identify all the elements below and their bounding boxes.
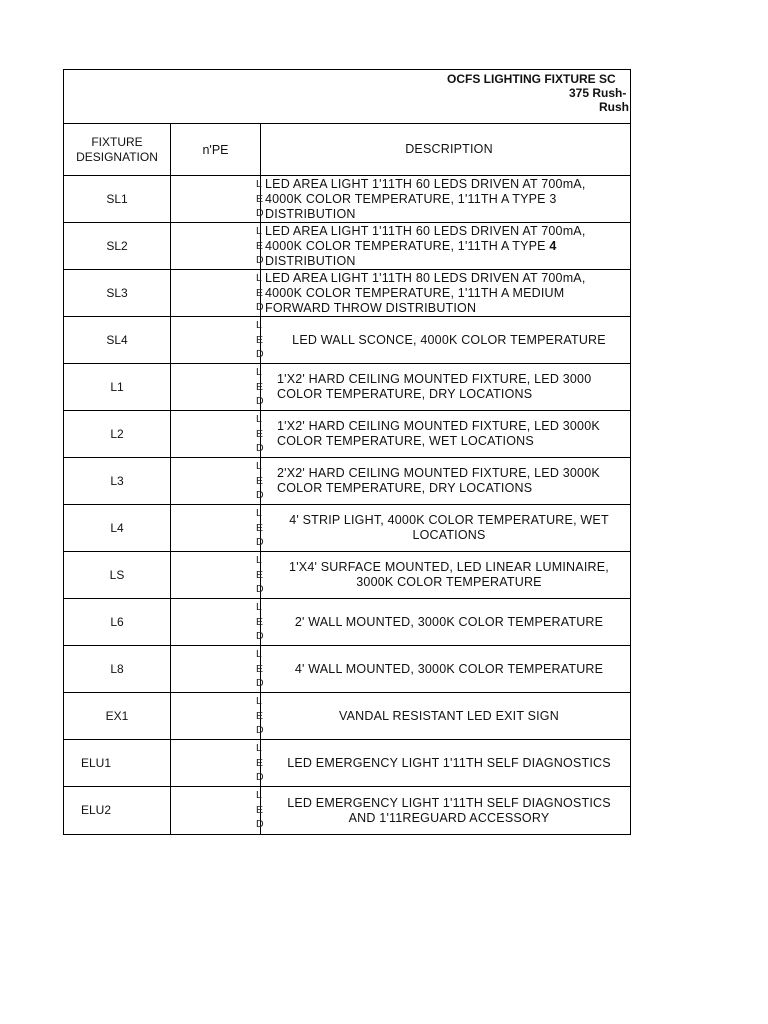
description-text: LED WALL SCONCE, 4000K COLOR TEMPERATURE — [292, 332, 606, 347]
type-cell — [171, 223, 264, 269]
fixture-designation: LS — [64, 552, 171, 598]
type-value: LED — [256, 742, 264, 783]
fixture-designation: ELU1 — [64, 740, 171, 786]
type-value: LED — [256, 413, 264, 454]
type-value: LED — [256, 366, 264, 407]
header-type: n'PE — [202, 142, 229, 157]
city-line: Rush — [599, 100, 629, 114]
description-cell — [261, 176, 631, 222]
description-cell — [261, 458, 631, 504]
table-row — [64, 458, 631, 505]
type-value: LED — [256, 648, 264, 689]
fixture-designation: ELU2 — [64, 787, 171, 834]
description-text-part: DISTRIBUTION — [265, 253, 356, 268]
description-cell — [261, 787, 631, 834]
type-value: LED — [256, 319, 264, 360]
fixture-designation: L6 — [64, 599, 171, 645]
description-text-bold: 4 — [549, 238, 557, 253]
schedule-title: OCFS LIGHTING FIXTURE SC — [447, 72, 616, 86]
fixture-designation: SL2 — [64, 223, 171, 269]
table-row — [64, 599, 631, 646]
table-row — [64, 740, 631, 787]
type-cell — [171, 599, 264, 645]
table-row — [64, 364, 631, 411]
header-description: DESCRIPTION — [405, 142, 493, 156]
type-cell — [171, 693, 264, 739]
type-cell — [171, 317, 264, 363]
type-value: LED — [256, 554, 264, 595]
table-row — [64, 552, 631, 599]
type-value: LED — [256, 601, 264, 642]
type-cell — [171, 646, 264, 692]
description-text: VANDAL RESISTANT LED EXIT SIGN — [339, 708, 559, 723]
type-value: LED — [256, 272, 264, 313]
table-row — [64, 223, 631, 270]
type-cell — [171, 364, 264, 410]
fixture-designation: EX1 — [64, 693, 171, 739]
address-line: 375 Rush- — [569, 86, 627, 100]
table-row — [64, 411, 631, 458]
type-cell — [171, 552, 264, 598]
header-type-cell — [171, 124, 261, 175]
description-text: 1'X2' HARD CEILING MOUNTED FIXTURE, LED 3000K COLOR TEMPERATURE, WET LOCATIONS — [277, 419, 600, 448]
description-cell — [261, 364, 631, 410]
table-row — [64, 787, 631, 834]
fixture-designation: SL4 — [64, 317, 171, 363]
description-cell — [261, 411, 631, 457]
description-text: 1'X2' HARD CEILING MOUNTED FIXTURE, LED 3000 COLOR TEMPERATURE, DRY LOCATIONS — [277, 372, 592, 401]
type-cell — [171, 270, 264, 316]
lighting-fixture-schedule — [63, 69, 631, 835]
type-cell — [171, 787, 264, 834]
type-cell — [171, 458, 264, 504]
type-value: LED — [256, 178, 264, 219]
description-cell — [261, 270, 631, 316]
description-cell — [261, 646, 631, 692]
description-text: 4' WALL MOUNTED, 3000K COLOR TEMPERATURE — [294, 661, 604, 676]
description-text: LED EMERGENCY LIGHT 1'11TH SELF DIAGNOSTICS AND 1'11REGUARD ACCESSORY — [287, 795, 611, 825]
description-text: 4' STRIP LIGHT, 4000K COLOR TEMPERATURE, WET LOCATIONS — [289, 513, 609, 542]
description-cell — [261, 693, 631, 739]
title-block — [64, 70, 631, 124]
table-header-row — [64, 124, 631, 176]
table-row — [64, 646, 631, 693]
description-cell — [261, 552, 631, 598]
fixture-designation: SL1 — [64, 176, 171, 222]
description-text: LED AREA LIGHT 1'11TH 80 LEDS DRIVEN AT 700mA, 4000K COLOR TEMPERATURE, 1'11TH A MEDIUM FORWARD THROW DISTRIBUTION — [265, 270, 586, 315]
fixture-designation: L4 — [64, 505, 171, 551]
fixture-designation: L8 — [64, 646, 171, 692]
type-cell — [171, 411, 264, 457]
table-row — [64, 176, 631, 223]
description-text: LED EMERGENCY LIGHT 1'11TH SELF DIAGNOSTICS — [287, 755, 611, 770]
table-row — [64, 270, 631, 317]
description-text: 2' WALL MOUNTED, 3000K COLOR TEMPERATURE — [294, 614, 604, 629]
description-text: 1'X4' SURFACE MOUNTED, LED LINEAR LUMINAIRE, 3000K COLOR TEMPERATURE — [289, 560, 609, 589]
type-value: LED — [256, 695, 264, 736]
fixture-designation: SL3 — [64, 270, 171, 316]
description-text: LED AREA LIGHT 1'11TH 60 LEDS DRIVEN AT 700mA, 4000K COLOR TEMPERATURE, 1'11TH A TYPE 3 DISTRIBUTION — [265, 176, 586, 221]
description-text — [265, 224, 586, 269]
description-cell — [261, 505, 631, 551]
description-cell — [261, 223, 631, 269]
table-row — [64, 693, 631, 740]
description-cell — [261, 599, 631, 645]
type-cell — [171, 505, 264, 551]
type-value: LED — [256, 225, 264, 266]
fixture-designation: L3 — [64, 458, 171, 504]
description-text: 2'X2' HARD CEILING MOUNTED FIXTURE, LED 3000K COLOR TEMPERATURE, DRY LOCATIONS — [277, 466, 600, 495]
table-row — [64, 505, 631, 552]
type-cell — [171, 176, 264, 222]
description-cell — [261, 317, 631, 363]
header-fixture-designation: FIXTURE DESIGNATION — [64, 124, 171, 175]
description-cell — [261, 740, 631, 786]
type-cell — [171, 740, 264, 786]
type-value: LED — [256, 507, 264, 548]
type-value: LED — [256, 789, 264, 830]
description-text-part: LED AREA LIGHT 1'11TH 60 LEDS DRIVEN AT 700mA, 4000K COLOR TEMPERATURE, 1'11TH A TYPE — [265, 223, 586, 253]
type-value: LED — [256, 460, 264, 501]
table-row — [64, 317, 631, 364]
fixture-designation: L1 — [64, 364, 171, 410]
fixture-designation: L2 — [64, 411, 171, 457]
